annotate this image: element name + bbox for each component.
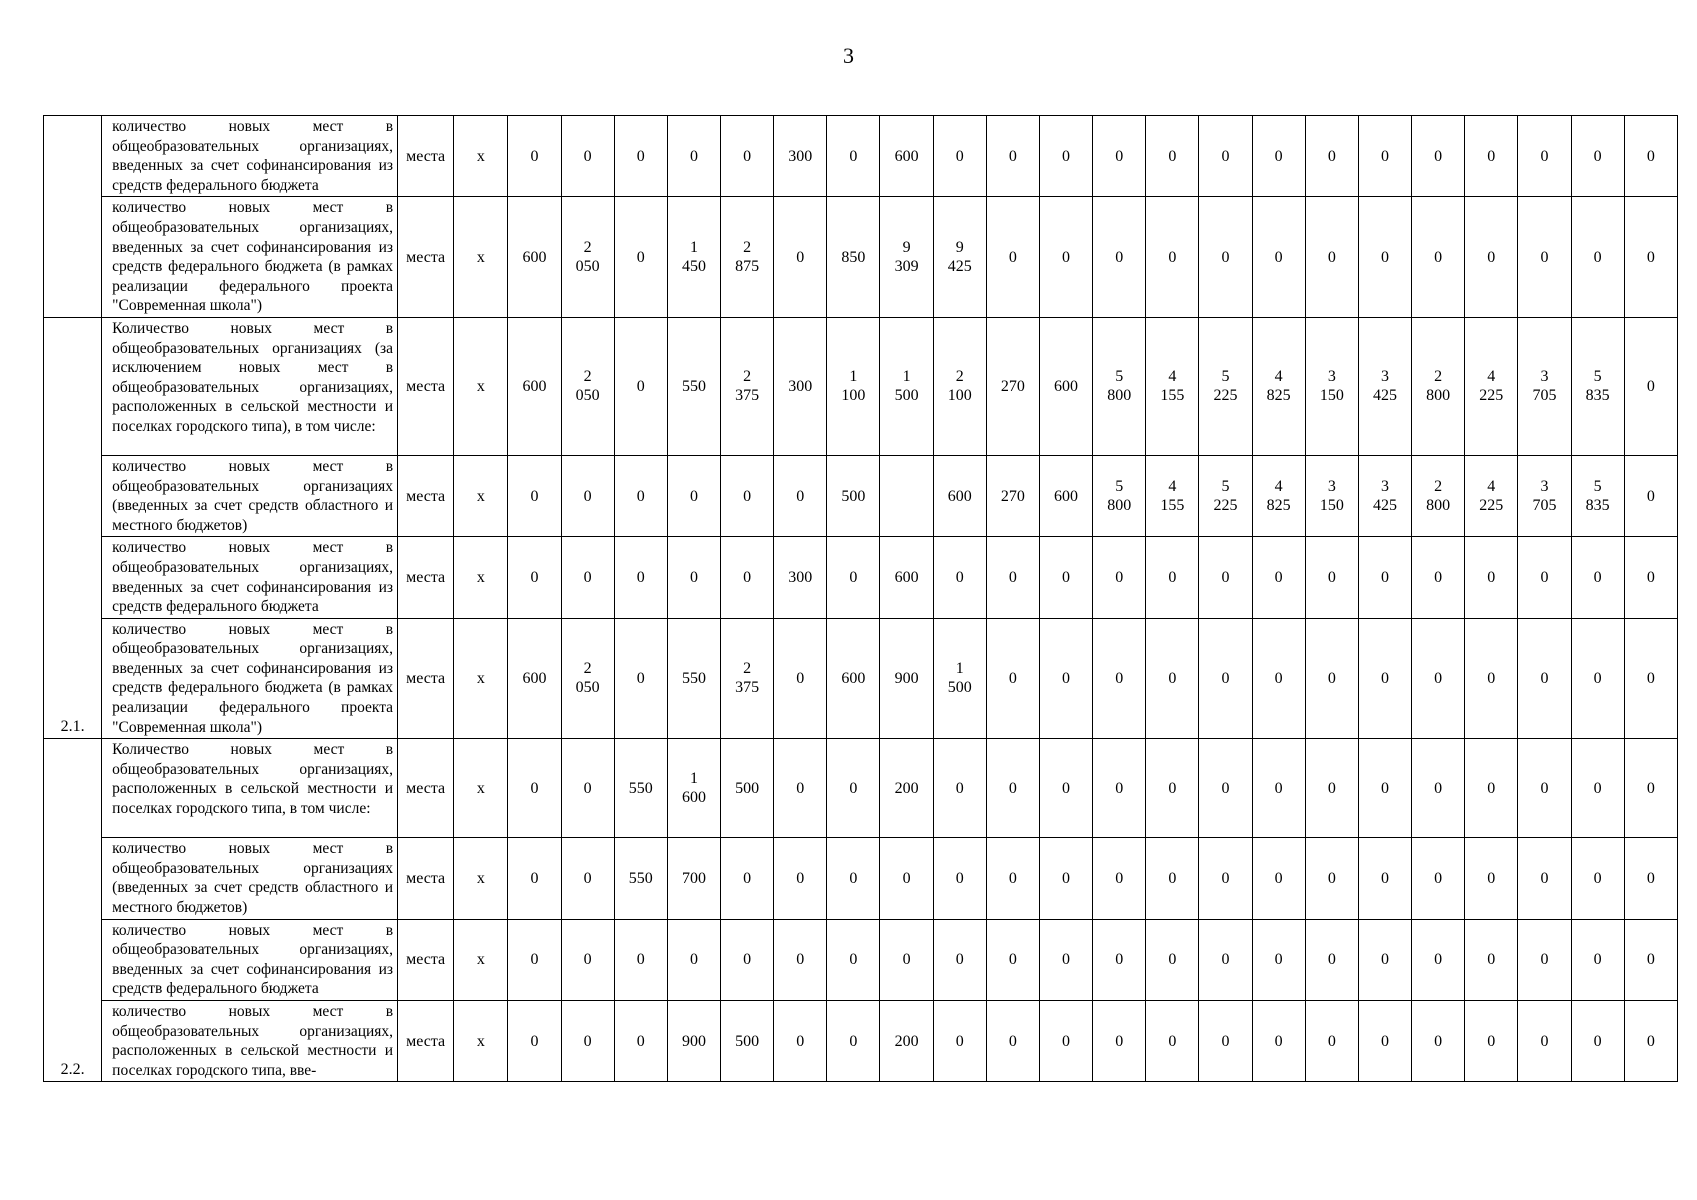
value-cell: 900: [880, 618, 933, 739]
value-cell: 0: [1146, 838, 1199, 919]
value-cell: 0: [1199, 537, 1252, 618]
value-cell: 1 100: [827, 317, 880, 455]
table-row: [44, 838, 1678, 919]
value-cell: 0: [1146, 197, 1199, 318]
value-cell: 2 050: [561, 197, 614, 318]
unit-cell: места: [398, 1001, 454, 1082]
value-cell: 0: [880, 919, 933, 1000]
value-cell: 0: [986, 919, 1039, 1000]
value-cell: 0: [1412, 197, 1465, 318]
unit-cell: места: [398, 455, 454, 536]
value-cell: 0: [1518, 537, 1571, 618]
value-cell: 3 150: [1305, 317, 1358, 455]
value-cell: 5 800: [1093, 317, 1146, 455]
value-cell: 0: [667, 919, 720, 1000]
value-cell: 0: [986, 618, 1039, 739]
value-cell: 0: [1093, 838, 1146, 919]
value-cell: 0: [1358, 618, 1411, 739]
value-cell: 0: [1624, 317, 1677, 455]
indicator-description: количество новых мест в общеобразовательных организациях, расположенных в сельской местности и поселках городского типа, вве-: [102, 1001, 398, 1082]
value-cell: 0: [721, 116, 774, 197]
value-cell: 0: [1412, 838, 1465, 919]
value-cell: 0: [1571, 537, 1624, 618]
base-value-cell: x: [454, 116, 508, 197]
table-row: [44, 537, 1678, 618]
value-cell: 0: [1039, 197, 1092, 318]
value-cell: 0: [1093, 537, 1146, 618]
value-cell: 0: [1624, 618, 1677, 739]
value-cell: 3 425: [1358, 317, 1411, 455]
value-cell: 0: [880, 838, 933, 919]
value-cell: 600: [827, 618, 880, 739]
value-cell: 600: [880, 537, 933, 618]
value-cell: 0: [1518, 919, 1571, 1000]
value-cell: 600: [508, 197, 561, 318]
value-cell: 0: [1305, 919, 1358, 1000]
value-cell: 0: [1465, 537, 1518, 618]
value-cell: 0: [1199, 197, 1252, 318]
value-cell: 0: [986, 197, 1039, 318]
value-cell: 0: [1358, 537, 1411, 618]
value-cell: 0: [986, 1001, 1039, 1082]
value-cell: 0: [933, 116, 986, 197]
value-cell: 0: [1465, 1001, 1518, 1082]
value-cell: 0: [1358, 739, 1411, 838]
value-cell: 0: [1305, 116, 1358, 197]
value-cell: 0: [1093, 618, 1146, 739]
value-cell: 0: [1039, 838, 1092, 919]
value-cell: 0: [933, 1001, 986, 1082]
value-cell: 0: [614, 197, 667, 318]
value-cell: 0: [1358, 1001, 1411, 1082]
value-cell: 0: [1624, 537, 1677, 618]
value-cell: 0: [933, 838, 986, 919]
value-cell: 0: [614, 537, 667, 618]
base-value-cell: x: [454, 1001, 508, 1082]
value-cell: 0: [1146, 537, 1199, 618]
value-cell: 0: [827, 537, 880, 618]
value-cell: 600: [1039, 317, 1092, 455]
indicator-description: Количество новых мест в общеобразовательных организациях, расположенных в сельской местности и поселках городского типа, в том числе:: [102, 739, 398, 838]
value-cell: 4 825: [1252, 317, 1305, 455]
value-cell: 0: [1093, 919, 1146, 1000]
value-cell: 0: [1146, 1001, 1199, 1082]
value-cell: 0: [614, 455, 667, 536]
value-cell: [880, 455, 933, 536]
value-cell: 1 500: [933, 618, 986, 739]
value-cell: 0: [1571, 197, 1624, 318]
value-cell: 0: [1093, 1001, 1146, 1082]
value-cell: 0: [1039, 116, 1092, 197]
value-cell: 0: [1146, 116, 1199, 197]
value-cell: 200: [880, 1001, 933, 1082]
value-cell: 0: [1146, 739, 1199, 838]
value-cell: 550: [667, 317, 720, 455]
table-row: [44, 739, 1678, 838]
value-cell: 0: [1571, 739, 1624, 838]
value-cell: 600: [508, 618, 561, 739]
value-cell: 0: [1199, 739, 1252, 838]
value-cell: 0: [561, 455, 614, 536]
value-cell: 0: [1252, 197, 1305, 318]
value-cell: 0: [1412, 618, 1465, 739]
value-cell: 0: [1624, 739, 1677, 838]
indicator-description: количество новых мест в общеобразовательных организациях, введенных за счет софинансирования из средств федерального бюджета (в рамках реализации федерального проекта "Современная школа"): [102, 618, 398, 739]
value-cell: 0: [1305, 838, 1358, 919]
value-cell: 0: [561, 1001, 614, 1082]
value-cell: 0: [614, 1001, 667, 1082]
value-cell: 0: [508, 739, 561, 838]
value-cell: 0: [1199, 116, 1252, 197]
value-cell: 0: [1465, 618, 1518, 739]
value-cell: 0: [1571, 116, 1624, 197]
value-cell: 1 450: [667, 197, 720, 318]
table-row: [44, 919, 1678, 1000]
value-cell: 200: [880, 739, 933, 838]
value-cell: 0: [774, 618, 827, 739]
value-cell: 0: [1624, 1001, 1677, 1082]
value-cell: 0: [933, 537, 986, 618]
value-cell: 0: [1465, 116, 1518, 197]
value-cell: 0: [1305, 197, 1358, 318]
value-cell: 0: [827, 838, 880, 919]
section-number-cell: [44, 116, 102, 318]
value-cell: 3 425: [1358, 455, 1411, 536]
value-cell: 2 050: [561, 317, 614, 455]
value-cell: 0: [1624, 116, 1677, 197]
value-cell: 0: [1412, 537, 1465, 618]
value-cell: 0: [1199, 618, 1252, 739]
value-cell: 0: [1252, 537, 1305, 618]
table-row: [44, 455, 1678, 536]
value-cell: 0: [614, 618, 667, 739]
value-cell: 0: [721, 919, 774, 1000]
value-cell: 0: [986, 838, 1039, 919]
base-value-cell: x: [454, 838, 508, 919]
value-cell: 0: [1146, 919, 1199, 1000]
value-cell: 300: [774, 537, 827, 618]
value-cell: 0: [827, 919, 880, 1000]
value-cell: 0: [1305, 739, 1358, 838]
base-value-cell: x: [454, 919, 508, 1000]
value-cell: 0: [1518, 838, 1571, 919]
indicator-description: Количество новых мест в общеобразовательных организациях (за исключением новых мест в общеобразовательных организациях, расположенных в сельской местности и поселках городского типа), в том числе:: [102, 317, 398, 455]
value-cell: 0: [508, 838, 561, 919]
value-cell: 0: [933, 919, 986, 1000]
value-cell: 0: [1518, 739, 1571, 838]
value-cell: 0: [1518, 116, 1571, 197]
value-cell: 4 225: [1465, 317, 1518, 455]
value-cell: 0: [667, 537, 720, 618]
value-cell: 0: [1358, 197, 1411, 318]
value-cell: 9 309: [880, 197, 933, 318]
unit-cell: места: [398, 537, 454, 618]
value-cell: 500: [721, 739, 774, 838]
value-cell: 700: [667, 838, 720, 919]
indicator-table: [43, 115, 1678, 1082]
value-cell: 600: [508, 317, 561, 455]
value-cell: 0: [1305, 1001, 1358, 1082]
value-cell: 0: [667, 455, 720, 536]
unit-cell: места: [398, 317, 454, 455]
section-number-cell: 2.1.: [44, 317, 102, 738]
value-cell: 0: [1305, 537, 1358, 618]
value-cell: 0: [1093, 116, 1146, 197]
value-cell: 0: [561, 739, 614, 838]
value-cell: 0: [986, 116, 1039, 197]
value-cell: 5 835: [1571, 317, 1624, 455]
value-cell: 1 500: [880, 317, 933, 455]
value-cell: 3 705: [1518, 455, 1571, 536]
value-cell: 4 155: [1146, 317, 1199, 455]
unit-cell: места: [398, 739, 454, 838]
value-cell: 0: [827, 1001, 880, 1082]
value-cell: 0: [933, 739, 986, 838]
value-cell: 0: [721, 838, 774, 919]
value-cell: 4 225: [1465, 455, 1518, 536]
value-cell: 600: [1039, 455, 1092, 536]
value-cell: 2 050: [561, 618, 614, 739]
value-cell: 500: [721, 1001, 774, 1082]
value-cell: 0: [1465, 919, 1518, 1000]
unit-cell: места: [398, 116, 454, 197]
value-cell: 5 800: [1093, 455, 1146, 536]
base-value-cell: x: [454, 618, 508, 739]
base-value-cell: x: [454, 317, 508, 455]
value-cell: 0: [1518, 1001, 1571, 1082]
value-cell: 300: [774, 116, 827, 197]
value-cell: 0: [1093, 739, 1146, 838]
value-cell: 0: [667, 116, 720, 197]
value-cell: 0: [1039, 1001, 1092, 1082]
value-cell: 0: [614, 116, 667, 197]
indicator-description: количество новых мест в общеобразовательных организациях, введенных за счет софинансирования из средств федерального бюджета: [102, 116, 398, 197]
value-cell: 0: [774, 455, 827, 536]
value-cell: 2 875: [721, 197, 774, 318]
section-number-cell: 2.2.: [44, 739, 102, 1082]
value-cell: 0: [1465, 838, 1518, 919]
value-cell: 0: [1624, 197, 1677, 318]
value-cell: 0: [561, 838, 614, 919]
value-cell: 0: [1252, 838, 1305, 919]
value-cell: 9 425: [933, 197, 986, 318]
value-cell: 0: [1199, 838, 1252, 919]
indicator-description: количество новых мест в общеобразовательных организациях (введенных за счет средств областного и местного бюджетов): [102, 455, 398, 536]
value-cell: 2 100: [933, 317, 986, 455]
value-cell: 0: [721, 455, 774, 536]
value-cell: 850: [827, 197, 880, 318]
value-cell: 0: [614, 919, 667, 1000]
value-cell: 0: [1571, 838, 1624, 919]
value-cell: 0: [1039, 739, 1092, 838]
value-cell: 0: [1358, 838, 1411, 919]
value-cell: 1 600: [667, 739, 720, 838]
value-cell: 900: [667, 1001, 720, 1082]
value-cell: 5 225: [1199, 317, 1252, 455]
indicator-description: количество новых мест в общеобразовательных организациях, введенных за счет софинансирования из средств федерального бюджета: [102, 919, 398, 1000]
value-cell: 0: [1252, 1001, 1305, 1082]
unit-cell: места: [398, 838, 454, 919]
value-cell: 0: [1199, 1001, 1252, 1082]
value-cell: 3 150: [1305, 455, 1358, 536]
value-cell: 0: [1571, 1001, 1624, 1082]
value-cell: 0: [774, 838, 827, 919]
value-cell: 0: [1039, 537, 1092, 618]
value-cell: 0: [561, 116, 614, 197]
value-cell: 0: [1571, 618, 1624, 739]
value-cell: 0: [1624, 455, 1677, 536]
table-row: [44, 317, 1678, 455]
base-value-cell: x: [454, 739, 508, 838]
value-cell: 2 375: [721, 618, 774, 739]
value-cell: 2 800: [1412, 455, 1465, 536]
value-cell: 0: [561, 919, 614, 1000]
value-cell: 0: [1358, 919, 1411, 1000]
value-cell: 0: [508, 455, 561, 536]
value-cell: 0: [1358, 116, 1411, 197]
indicator-description: количество новых мест в общеобразовательных организациях (введенных за счет средств областного и местного бюджетов): [102, 838, 398, 919]
value-cell: 0: [508, 1001, 561, 1082]
value-cell: 2 375: [721, 317, 774, 455]
value-cell: 0: [827, 116, 880, 197]
value-cell: 0: [1252, 116, 1305, 197]
value-cell: 0: [986, 537, 1039, 618]
value-cell: 0: [1199, 919, 1252, 1000]
value-cell: 2 800: [1412, 317, 1465, 455]
value-cell: 3 705: [1518, 317, 1571, 455]
value-cell: 0: [986, 739, 1039, 838]
value-cell: 550: [614, 739, 667, 838]
value-cell: 0: [1252, 739, 1305, 838]
value-cell: 0: [508, 116, 561, 197]
value-cell: 5 835: [1571, 455, 1624, 536]
value-cell: 0: [1412, 919, 1465, 1000]
value-cell: 0: [1518, 618, 1571, 739]
value-cell: 0: [1093, 197, 1146, 318]
value-cell: 0: [774, 919, 827, 1000]
value-cell: 0: [827, 739, 880, 838]
table-row: [44, 1001, 1678, 1082]
value-cell: 0: [774, 1001, 827, 1082]
value-cell: 600: [880, 116, 933, 197]
value-cell: 0: [1624, 919, 1677, 1000]
value-cell: 300: [774, 317, 827, 455]
value-cell: 0: [1252, 919, 1305, 1000]
value-cell: 0: [1146, 618, 1199, 739]
table-row: [44, 197, 1678, 318]
value-cell: 550: [667, 618, 720, 739]
value-cell: 0: [1518, 197, 1571, 318]
unit-cell: места: [398, 919, 454, 1000]
value-cell: 0: [1305, 618, 1358, 739]
value-cell: 0: [721, 537, 774, 618]
value-cell: 0: [1465, 197, 1518, 318]
base-value-cell: x: [454, 455, 508, 536]
base-value-cell: x: [454, 537, 508, 618]
value-cell: 0: [1252, 618, 1305, 739]
value-cell: 0: [614, 317, 667, 455]
value-cell: 0: [1624, 838, 1677, 919]
base-value-cell: x: [454, 197, 508, 318]
indicator-description: количество новых мест в общеобразовательных организациях, введенных за счет софинансирования из средств федерального бюджета (в рамках реализации федерального проекта "Современная школа"): [102, 197, 398, 318]
page-number: 3: [843, 43, 854, 68]
table-row: [44, 618, 1678, 739]
value-cell: 5 225: [1199, 455, 1252, 536]
value-cell: 0: [1412, 1001, 1465, 1082]
value-cell: 0: [1412, 739, 1465, 838]
indicator-description: количество новых мест в общеобразовательных организациях, введенных за счет софинансирования из средств федерального бюджета: [102, 537, 398, 618]
value-cell: 0: [508, 919, 561, 1000]
value-cell: 0: [1039, 919, 1092, 1000]
value-cell: 0: [561, 537, 614, 618]
value-cell: 0: [1465, 739, 1518, 838]
value-cell: 270: [986, 317, 1039, 455]
unit-cell: места: [398, 197, 454, 318]
value-cell: 0: [508, 537, 561, 618]
value-cell: 500: [827, 455, 880, 536]
table-row: [44, 116, 1678, 197]
value-cell: 4 825: [1252, 455, 1305, 536]
value-cell: 0: [1412, 116, 1465, 197]
value-cell: 0: [1571, 919, 1624, 1000]
value-cell: 600: [933, 455, 986, 536]
value-cell: 0: [1039, 618, 1092, 739]
value-cell: 0: [774, 739, 827, 838]
value-cell: 550: [614, 838, 667, 919]
unit-cell: места: [398, 618, 454, 739]
value-cell: 4 155: [1146, 455, 1199, 536]
value-cell: 270: [986, 455, 1039, 536]
value-cell: 0: [774, 197, 827, 318]
